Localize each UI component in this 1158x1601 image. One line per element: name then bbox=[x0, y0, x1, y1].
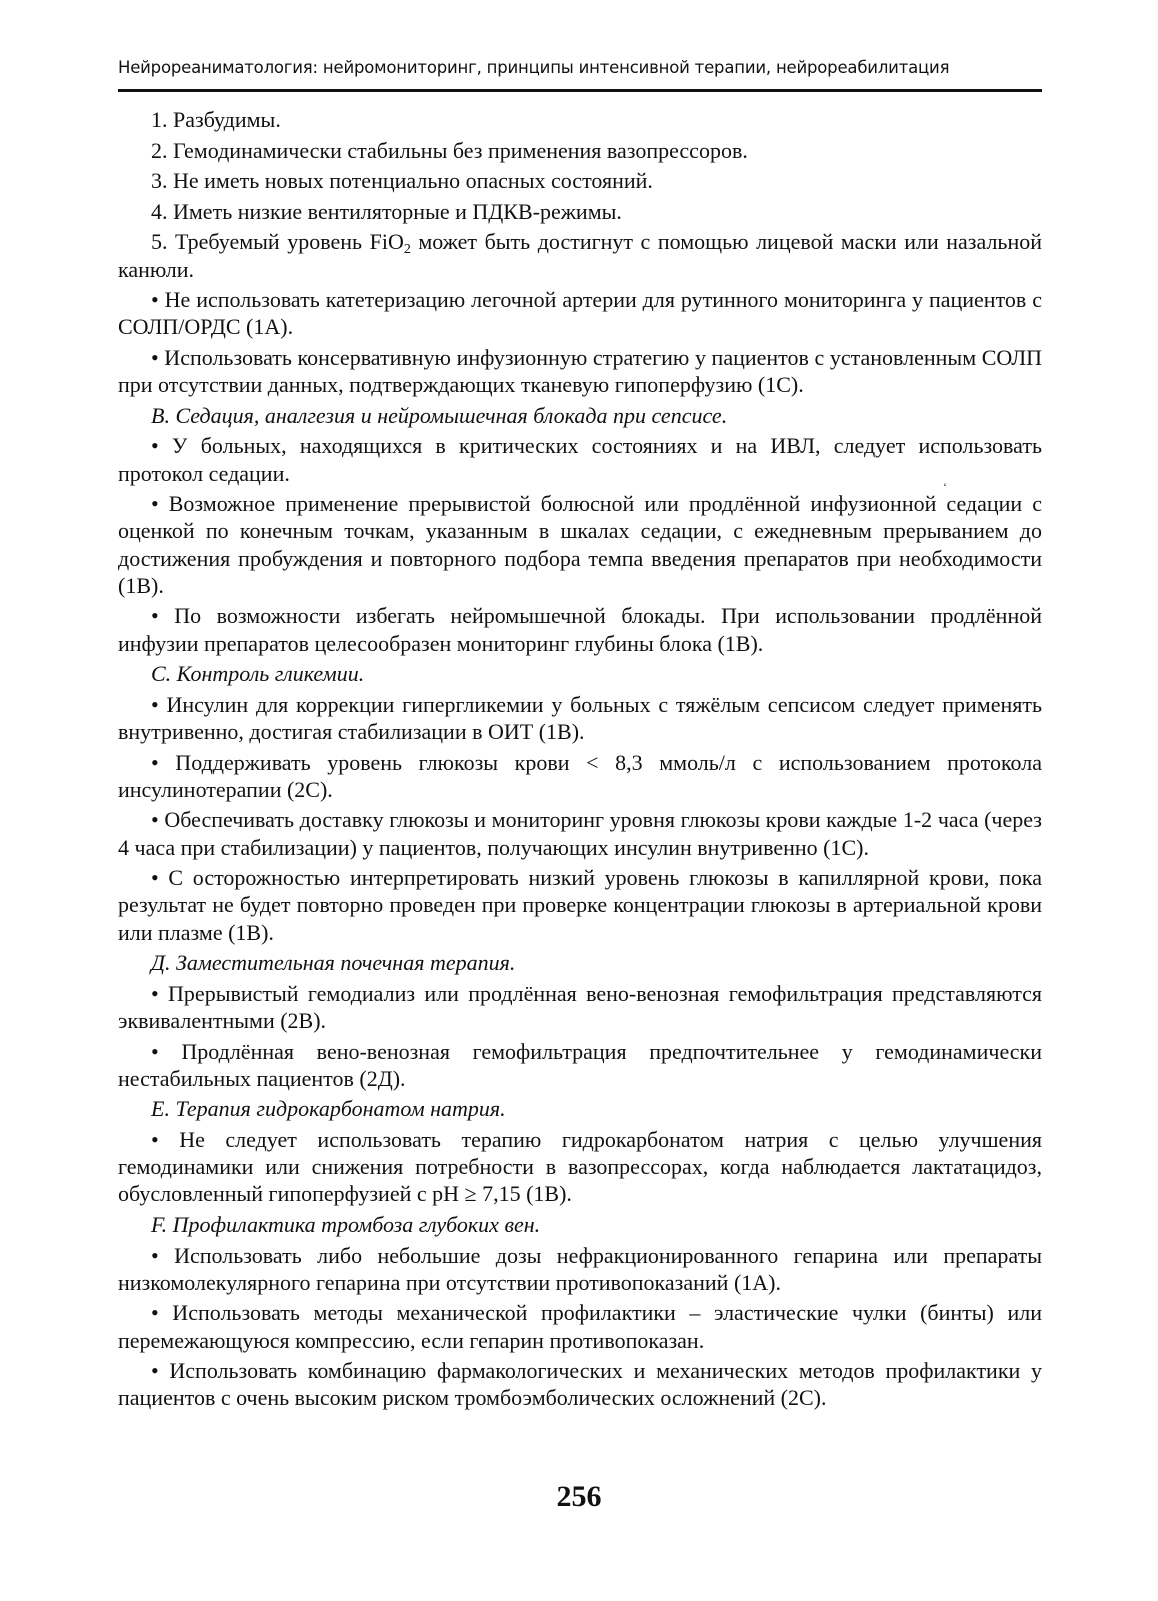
bullet-paragraph: • С осторожностью интерпретировать низкий уровень глюкозы в капиллярной крови, пока результат не будет повторно проведен при проверке концентрации глюкозы в артериальной крови или плазме (1В). bbox=[118, 865, 1042, 945]
fio2-text-end: может быть достигнут с помощью лицевой маски или назальной канюли. bbox=[118, 229, 1042, 282]
bullet-paragraph: • По возможности избегать нейромышечной блокады. При использовании продлённой инфузии препаратов целесообразен мониторинг глубины блока (1В). bbox=[118, 603, 1042, 656]
bullet-paragraph: • У больных, находящихся в критических состояниях и на ИВЛ, следует использовать протокол седации. bbox=[118, 433, 1042, 486]
bullet-paragraph: • Обеспечивать доставку глюкозы и мониторинг уровня глюкозы крови каждые 1-2 часа (через 4 часа при стабилизации) у пациентов, получающих инсулин внутривенно (1С). bbox=[118, 807, 1042, 860]
running-header: Нейрореаниматология: нейромониторинг, принципы интенсивной терапии, нейрореабилитация bbox=[118, 58, 950, 77]
bullet-paragraph: • Использовать комбинацию фармакологических и механических методов профилактики у пациентов с очень высоким риском тромбоэмболических осложнений (2С). bbox=[118, 1358, 1042, 1411]
section-heading-thrombosis: F. Профилактика тромбоза глубоких вен. bbox=[151, 1211, 541, 1237]
bullet-paragraph: • Возможное применение прерывистой болюсной или продлённой инфузионной седации с оценкой по конечным точкам, указанным в шкалах седации, с ежедневным прерыванием до достижения пробуждения и повторного подбора темпа введения препаратов при необходимости (1В). bbox=[118, 491, 1042, 598]
page-number: 256 bbox=[556, 1480, 602, 1513]
bullet-paragraph: • Прерывистый гемодиализ или продлённая вено-венозная гемофильтрация представляются эквивалентными (2В). bbox=[118, 980, 1042, 1033]
section-heading-sedation: B. Седация, аналгезия и нейромышечная блокада при сепсисе. bbox=[151, 402, 728, 428]
section-heading-glycemia: С. Контроль гликемии. bbox=[151, 661, 365, 687]
bullet-paragraph: • Использовать методы механической профилактики – эластические чулки (бинты) или перемежающуюся компрессию, если гепарин противопоказан. bbox=[118, 1300, 1042, 1353]
bullet-paragraph: • Использовать либо небольшие дозы нефракционированного гепарина или препараты низкомолекулярного гепарина при отсутствии противопоказаний (1А). bbox=[118, 1242, 1042, 1295]
list-item: 3. Не иметь новых потенциально опасных состояний. bbox=[151, 168, 653, 194]
list-item: 2. Гемодинамически стабильны без применения вазопрессоров. bbox=[151, 137, 748, 163]
bullet-paragraph: • Использовать консервативную инфузионную стратегию у пациентов с установленным СОЛП при отсутствии данных, подтверждающих тканевую гипоперфузию (1С). bbox=[118, 344, 1042, 398]
fio2-text-start: 5. Требуемый уровень FiO bbox=[151, 229, 404, 255]
bullet-paragraph: • Не следует использовать терапию гидрокарбонатом натрия с целью улучшения гемодинамики или снижения потребности в вазопрессорах, когда наблюдается лактатацидоз, обусловленный гипоперфузией с pH ≥ 7,15 (1В). bbox=[118, 1126, 1042, 1207]
fio2-subscript: 2 bbox=[403, 242, 411, 258]
scan-speck: ʻ bbox=[943, 480, 947, 494]
bullet-paragraph: • Инсулин для коррекции гипергликемии у больных с тяжёлым сепсисом следует применять внутривенно, достигая стабилизации в ОИТ (1В). bbox=[118, 691, 1042, 744]
page-body bbox=[118, 106, 1042, 1415]
list-item-fio2 bbox=[118, 228, 1042, 282]
bullet-paragraph: • Не использовать катетеризацию легочной артерии для рутинного мониторинга у пациентов с СОЛП/ОРДС (1А). bbox=[118, 287, 1042, 340]
bullet-paragraph: • Продлённая вено-венозная гемофильтрация предпочтительнее у гемодинамически нестабильных пациентов (2Д). bbox=[118, 1038, 1042, 1091]
header-rule bbox=[118, 89, 1042, 92]
list-item: 4. Иметь низкие вентиляторные и ПДКВ-режимы. bbox=[151, 198, 622, 224]
section-heading-bicarbonate: Е. Терапия гидрокарбонатом натрия. bbox=[151, 1096, 506, 1122]
bullet-paragraph: • Поддерживать уровень глюкозы крови < 8,3 ммоль/л с использованием протокола инсулинотерапии (2С). bbox=[118, 749, 1042, 802]
section-heading-renal: Д. Заместительная почечная терапия. bbox=[151, 950, 516, 976]
list-item: 1. Разбудимы. bbox=[151, 107, 281, 132]
